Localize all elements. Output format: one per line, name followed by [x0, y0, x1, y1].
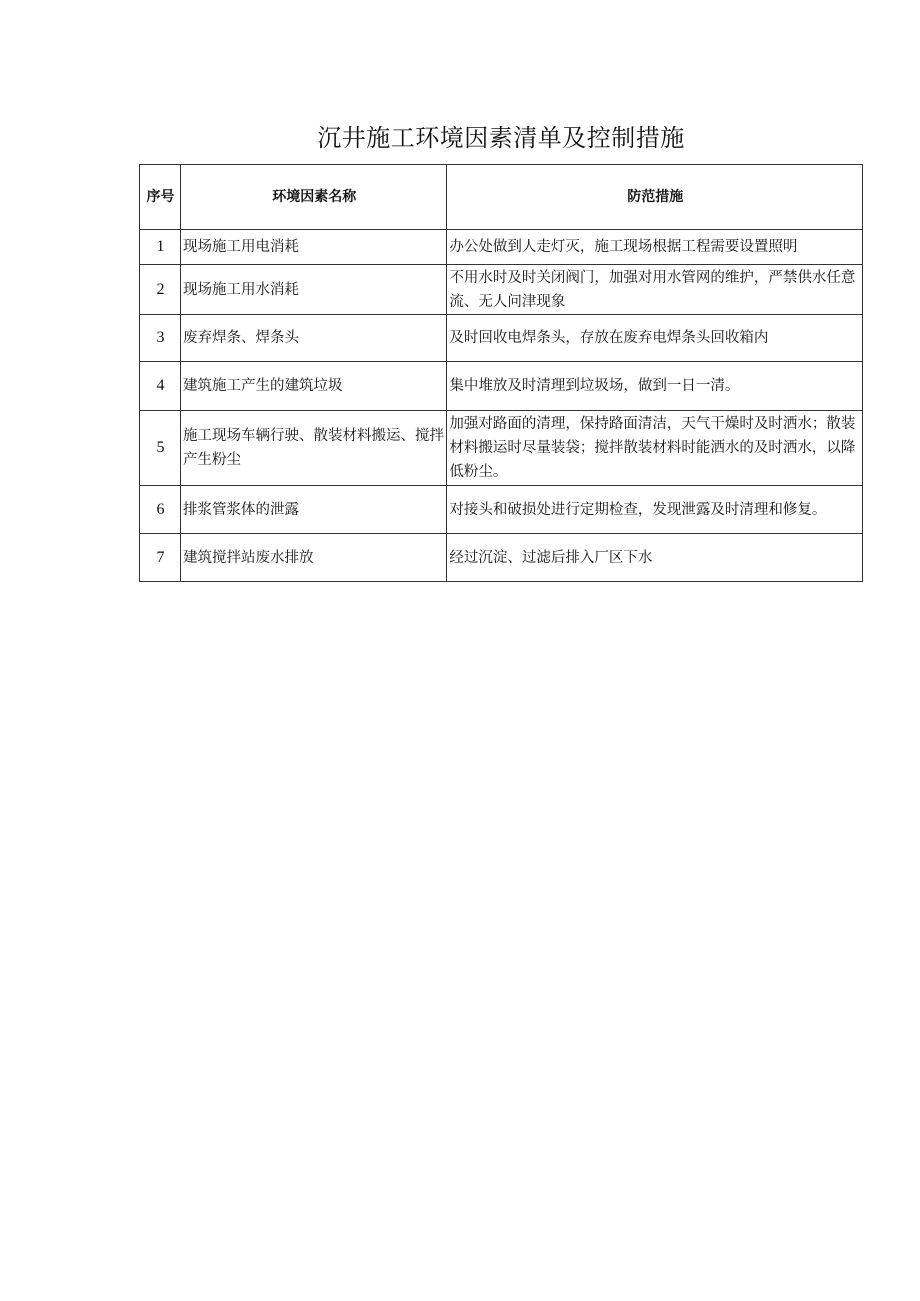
table-header-row	[140, 165, 863, 230]
row-measure: 及时回收电焊条头，存放在废弃电焊条头回收箱内	[447, 315, 863, 362]
document-title: 沉井施工环境因素清单及控制措施	[317, 124, 685, 152]
header-seq: 序号	[140, 165, 181, 230]
table-row	[140, 265, 863, 315]
row-seq: 2	[140, 265, 181, 315]
row-seq: 3	[140, 315, 181, 362]
row-measure: 加强对路面的清理，保持路面清洁，天气干燥时及时洒水；散装材料搬运时尽量装袋；搅拌散装材料时能洒水的及时洒水，以降低粉尘。	[447, 411, 863, 486]
row-measure: 不用水时及时关闭阀门，加强对用水管网的维护，严禁供水任意流、无人问津现象	[447, 265, 863, 315]
row-measure: 经过沉淀、过滤后排入厂区下水	[447, 534, 863, 582]
row-seq: 6	[140, 486, 181, 534]
environment-factors-table	[139, 164, 863, 582]
table-row	[140, 534, 863, 582]
row-factor-name: 废弃焊条、焊条头	[181, 315, 447, 362]
row-factor-name: 排浆管浆体的泄露	[181, 486, 447, 534]
row-factor-name: 建筑搅拌站废水排放	[181, 534, 447, 582]
table-row	[140, 486, 863, 534]
row-factor-name: 现场施工用电消耗	[181, 230, 447, 265]
row-factor-name: 施工现场车辆行驶、散装材料搬运、搅拌产生粉尘	[181, 411, 447, 486]
row-measure: 办公处做到人走灯灭，施工现场根据工程需要设置照明	[447, 230, 863, 265]
row-measure: 集中堆放及时清理到垃圾场，做到一日一清。	[447, 362, 863, 411]
header-name: 环境因素名称	[181, 165, 447, 230]
table-row	[140, 230, 863, 265]
row-factor-name: 现场施工用水消耗	[181, 265, 447, 315]
row-factor-name: 建筑施工产生的建筑垃圾	[181, 362, 447, 411]
row-measure: 对接头和破损处进行定期检查，发现泄露及时清理和修复。	[447, 486, 863, 534]
row-seq: 4	[140, 362, 181, 411]
row-seq: 7	[140, 534, 181, 582]
header-measure: 防范措施	[447, 165, 863, 230]
table-row	[140, 411, 863, 486]
row-seq: 5	[140, 411, 181, 486]
table-row	[140, 362, 863, 411]
table-row	[140, 315, 863, 362]
row-seq: 1	[140, 230, 181, 265]
